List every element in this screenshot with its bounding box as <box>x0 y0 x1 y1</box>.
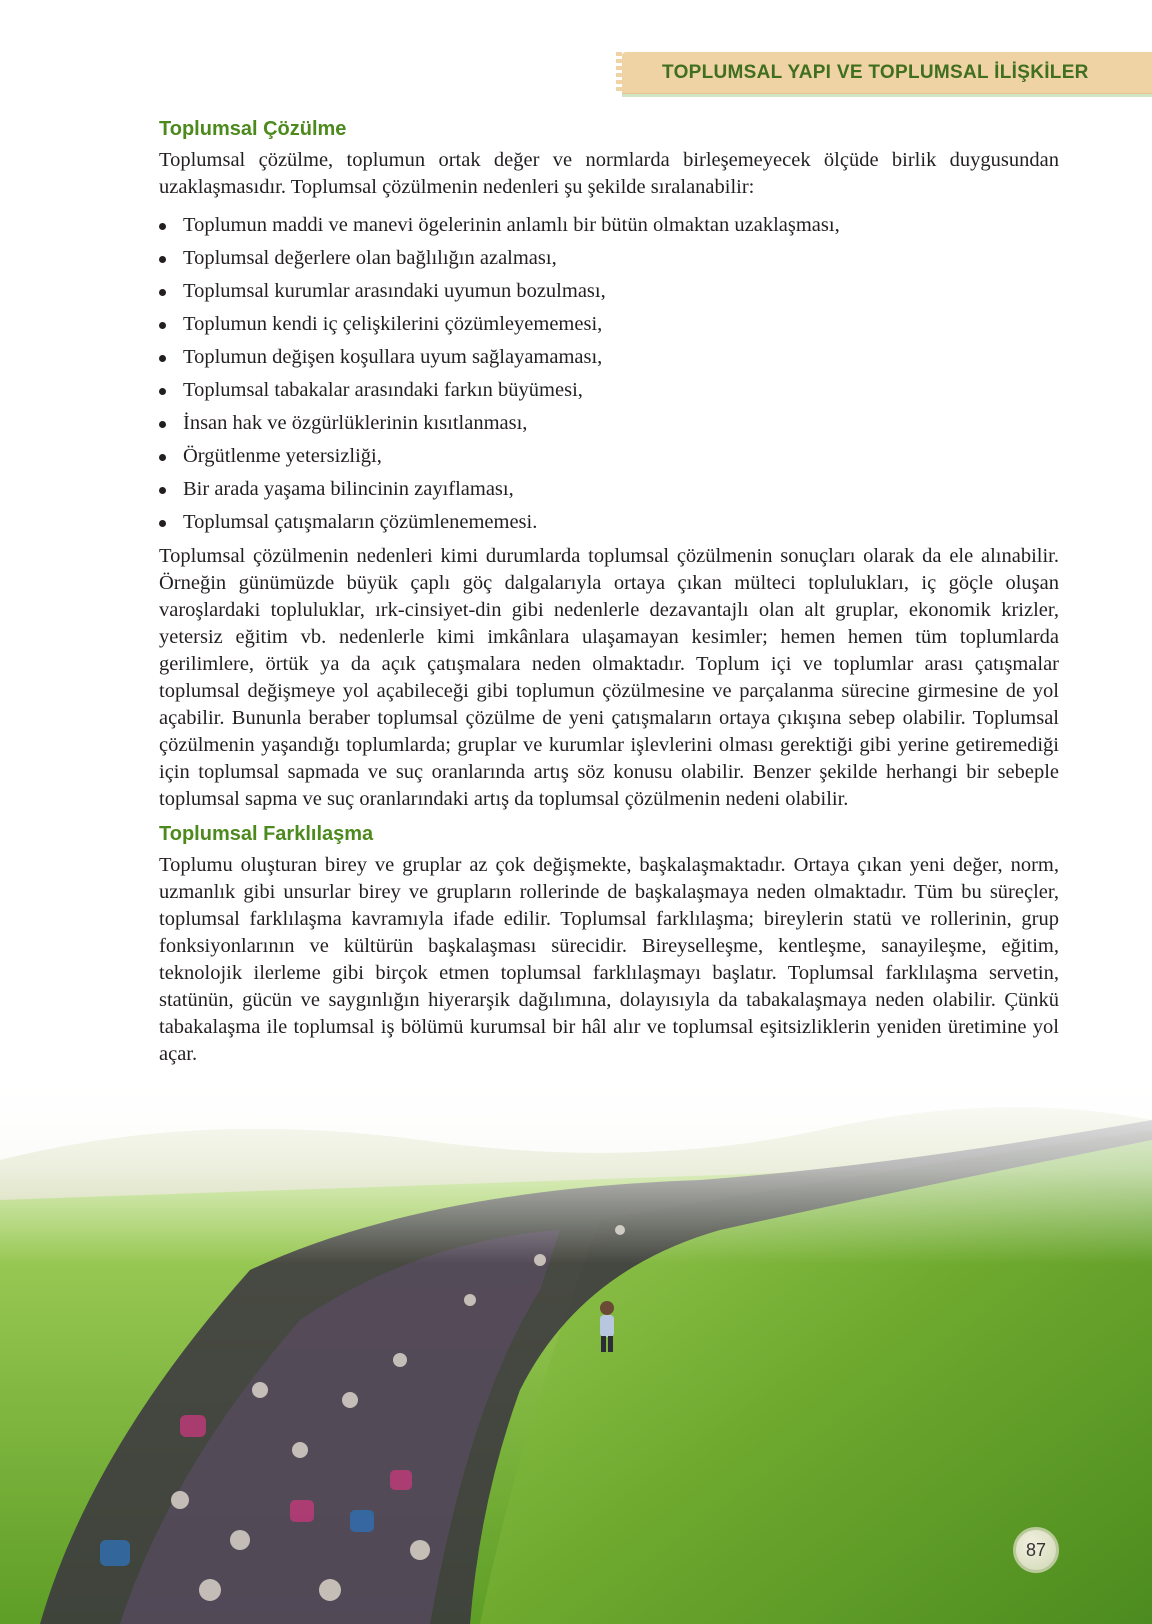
list-item: Toplumun değişen koşullara uyum sağlayamaması, <box>159 341 1059 374</box>
list-item: Toplumsal tabakalar arasındaki farkın büyümesi, <box>159 374 1059 407</box>
bullet-icon <box>159 454 166 461</box>
photo-illustration <box>0 1070 1152 1624</box>
list-item: İnsan hak ve özgürlüklerinin kısıtlanması, <box>159 407 1059 440</box>
bullet-icon <box>159 421 166 428</box>
refugee-photo <box>0 1070 1152 1624</box>
list-item: Toplumun maddi ve manevi ögelerinin anlamlı bir bütün olmaktan uzaklaşması, <box>159 209 1059 242</box>
section-body-cozulme: Toplumsal çözülmenin nedenleri kimi durumlarda toplumsal çözülmenin sonuçları olarak da ele alınabilir. Örneğin günümüzde büyük çaplı göç dalgalarıyla ortaya çıkan mülteci toplulukları, iç göçle oluşan varoşlardaki topluluklar, ırk-cinsiyet-din gibi nedenlerle dezavantajlı olan alt gruplar, ekonomik krizler, yetersiz eğitim vb. nedenlerle kimi imkânlara ulaşamayan kesimler; hemen hemen tüm toplumlarda gerilimlere, örtük ya da açık çatışmalara neden olmaktadır. Toplum içi ve toplumlar arası çatışmalar toplumsal değişmeye yol açabileceği gibi toplumun çözülmesine ve parçalanma sürecine girmesine de yol açabilir. Bununla beraber toplumsal çözülme de yeni çatışmaların ortaya çıkışına sebep olabilir. Toplumsal çözülmenin yaşandığı toplumlarda; gruplar ve kurumlar işlevlerini olması gerektiği gibi yerine getiremediği için toplumsal sapmada ve suç oranlarında artış söz konusu olabilir. Benzer şekilde herhangi bir sebeple toplumsal sapma ve suç oranlarındaki artış da toplumsal çözülmenin nedeni olabilir. <box>159 545 1059 810</box>
bullet-icon <box>159 520 166 527</box>
page-content <box>159 118 1059 1068</box>
list-item: Toplumun kendi iç çelişkilerini çözümleyememesi, <box>159 308 1059 341</box>
section-intro: Toplumsal çözülme, toplumun ortak değer ve normlarda birleşemeyecek ölçüde birlik duygusundan uzaklaşmasıdır. Toplumsal çözülmenin nedenleri şu şekilde sıralanabilir: <box>159 149 1059 198</box>
bullet-icon <box>159 322 166 329</box>
list-item: Toplumsal kurumlar arasındaki uyumun bozulması, <box>159 275 1059 308</box>
page-number-badge <box>1013 1527 1059 1573</box>
list-item: Bir arada yaşama bilincinin zayıflaması, <box>159 473 1059 506</box>
bullet-icon <box>159 355 166 362</box>
list-item: Toplumsal değerlere olan bağlılığın azalması, <box>159 242 1059 275</box>
bullet-icon <box>159 388 166 395</box>
list-item: Toplumsal çatışmaların çözümlenememesi. <box>159 506 1059 539</box>
chapter-header-tab <box>622 52 1152 94</box>
section-title-farklilasma: Toplumsal Farklılaşma <box>159 823 374 845</box>
bullet-icon <box>159 256 166 263</box>
bullet-icon <box>159 289 166 296</box>
section-body-farklilasma: Toplumu oluşturan birey ve gruplar az çok değişmekte, başkalaşmaktadır. Ortaya çıkan yeni değer, norm, uzmanlık gibi unsurlar birey ve grupların rollerinde de başkalaşmaya neden olmaktadır. Tüm bu süreçler, toplumsal farklılaşma kavramıyla ifade edilir. Toplumsal farklılaşma; bireylerin statü ve rollerinin, grup fonksiyonlarının ve kültürün başkalaşması sürecidir. Bireyselleşme, kentleşme, sanayileşme, eğitim, teknolojik ilerleme gibi birçok etmen toplumsal farklılaşmayı başlatır. Toplumsal farklılaşma servetin, statünün, gücün ve saygınlığın hiyerarşik dağılımına, dolayısıyla da tabakalaşmaya neden olabilir. Çünkü tabakalaşma ile toplumsal iş bölümü kurumsal bir hâl alır ve toplumsal eşitsizliklerin yeniden üretimine yol açar. <box>159 854 1059 1065</box>
chapter-title: TOPLUMSAL YAPI VE TOPLUMSAL İLİŞKİLER <box>662 62 1089 83</box>
section-title-cozulme: Toplumsal Çözülme <box>159 118 347 140</box>
bullet-icon <box>159 487 166 494</box>
bullet-icon <box>159 223 166 230</box>
list-item: Örgütlenme yetersizliği, <box>159 440 1059 473</box>
cause-list <box>159 209 1059 539</box>
page-number: 87 <box>1025 1539 1047 1560</box>
